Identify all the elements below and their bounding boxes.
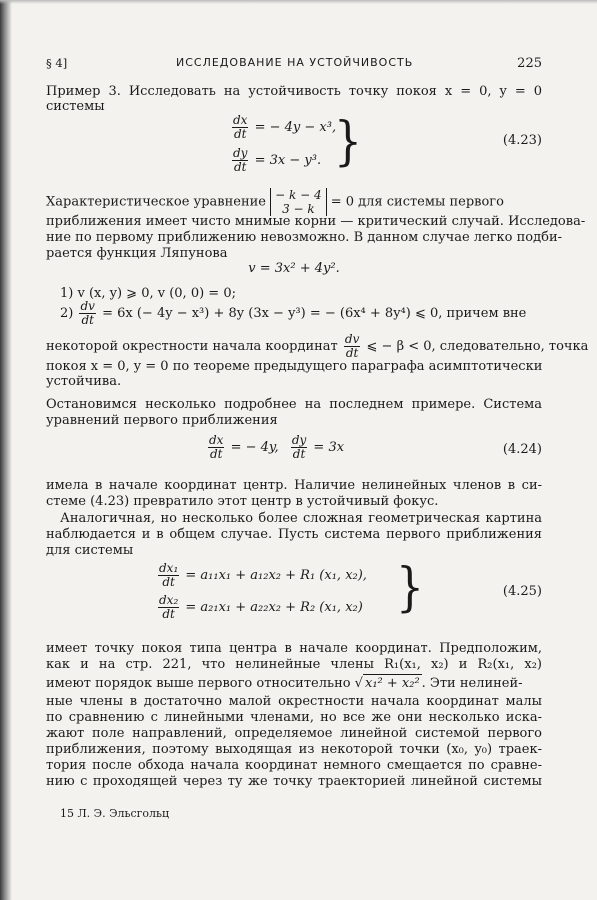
equation-4-25-row-1: $\frac{\text{dx₁}}{dt}$ = a₁₁x₁ + a₁₂x₂ + R₁ (x₁, x₂), <box>159 561 367 589</box>
equation-number: (4.24) <box>502 442 542 457</box>
para4-line-1: имеет точку покоя типа центра в начале координат. Предположим, <box>46 641 542 656</box>
para2-line-3: имела в начале координат центр. Наличие нелинейных членов в си- <box>46 478 542 493</box>
section-mark: § 4] <box>46 56 68 70</box>
example-line-2: системы <box>46 99 105 114</box>
para2-line-4: стеме (4.23) превратило этот центр в устойчивый фокус. <box>46 494 439 509</box>
determinant: − k − 4 3 − k <box>270 188 326 216</box>
para4-line-2: как и на стр. 221, что нелинейные члены R₁(x₁, x₂) и R₂(x₁, x₂) <box>46 657 542 672</box>
fraction: $\frac{\text{dx₂}}{dt}$ <box>159 593 179 621</box>
char-eq-line-2: приближения имеет чисто мнимые корни — критический случай. Исследова- <box>46 214 586 229</box>
right-brace: } <box>396 556 424 618</box>
condition-3: некоторой окрестности начала координат $\frac{dv}{dt}$ ⩽ − β < 0, следовательно, точка <box>46 332 589 360</box>
condition-1: 1) v (x, y) ⩾ 0, v (0, 0) = 0; <box>60 286 236 301</box>
para2-line-2: уравнений первого приближения <box>46 413 278 428</box>
condition-2: 2) $\frac{dv}{dt}$ = 6x (− 4y − x³) + 8y (3x − y³) = − (6x⁴ + 8y⁴) ⩽ 0, причем вне <box>60 299 527 327</box>
equation-number: (4.25) <box>502 584 542 599</box>
para4-line-8: тория после обхода начала координат немного смещается по сравне- <box>46 758 542 773</box>
condition-5: устойчива. <box>46 374 122 389</box>
para3-line-2: наблюдается и в общем случае. Пусть система первого приближения <box>46 527 542 542</box>
right-brace: } <box>334 110 362 172</box>
fraction: $\frac{dv}{dt}$ <box>80 299 95 327</box>
para2-line-1: Остановимся несколько подробнее на последнем примере. Система <box>46 397 542 412</box>
page-number: 225 <box>517 56 542 71</box>
para4-line-3: имеют порядок выше первого относительно √ x₁² + x₂² . Эти нелиней- <box>46 676 523 691</box>
signature-mark: 15 Л. Э. Эльсгольц <box>60 807 170 820</box>
para4-line-9: нию с проходящей через ту же точку траекторией линейной системы <box>46 774 542 789</box>
fraction: $\frac{dy}{dt}$ <box>291 433 307 461</box>
running-title: ИССЛЕДОВАНИЕ НА УСТОЙЧИВОСТЬ <box>176 56 414 69</box>
para4-line-7: приближения, поэтому выходящая из некоторой точки (x₀, y₀) траек- <box>46 742 542 757</box>
square-root: x₁² + x₂² <box>364 676 420 691</box>
char-eq-line-3: ние по первому приближению невозможно. В данном случае легко подби- <box>46 230 563 245</box>
para3-line-3: для системы <box>46 543 134 558</box>
scan-edge <box>0 0 12 900</box>
equation-number: (4.23) <box>502 133 542 148</box>
equation-4-23-row-1: $\frac{dx}{dt}$ = − 4y − x³, <box>233 113 337 141</box>
fraction: $\frac{dx}{dt}$ <box>233 113 248 141</box>
fraction: $\frac{\text{dx₁}}{dt}$ <box>159 561 179 589</box>
equation-4-23-row-2: $\frac{dy}{dt}$ = 3x − y³. <box>233 146 322 174</box>
condition-4: покоя x = 0, y = 0 по теореме предыдущего параграфа асимптотически <box>46 359 543 374</box>
char-eq-line-1: Характеристическое уравнение − k − 4 3 − k = 0 для системы первого <box>46 188 504 216</box>
scan-edge-top <box>0 0 597 4</box>
fraction: $\frac{dv}{dt}$ <box>344 332 360 360</box>
lyapunov-function: v = 3x² + 4y². <box>248 261 340 276</box>
equation-4-25-row-2: $\frac{\text{dx₂}}{dt}$ = a₂₁x₁ + a₂₂x₂ + R₂ (x₁, x₂) <box>159 593 363 621</box>
para4-line-5: по сравнению с линейными членами, но все же они несколько иска- <box>46 710 542 725</box>
para4-line-6: жают поле направлений, определяемое линейной системой первого <box>46 726 542 741</box>
running-header <box>46 56 542 72</box>
para4-line-4: ные члены в достаточно малой окрестности начала координат малы <box>46 694 542 709</box>
example-line-1: Пример 3. Исследовать на устойчивость точку покоя x = 0, y = 0 <box>46 84 542 99</box>
equation-4-24: $\frac{dx}{dt}$ = − 4y, $\frac{dy}{dt}$ = 3x <box>209 433 345 461</box>
fraction: $\frac{dx}{dt}$ <box>209 433 224 461</box>
fraction: $\frac{dy}{dt}$ <box>233 146 248 174</box>
char-eq-line-4: рается функция Ляпунова <box>46 246 228 261</box>
para3-line-1: Аналогичная, но несколько более сложная геометрическая картина <box>60 511 542 526</box>
